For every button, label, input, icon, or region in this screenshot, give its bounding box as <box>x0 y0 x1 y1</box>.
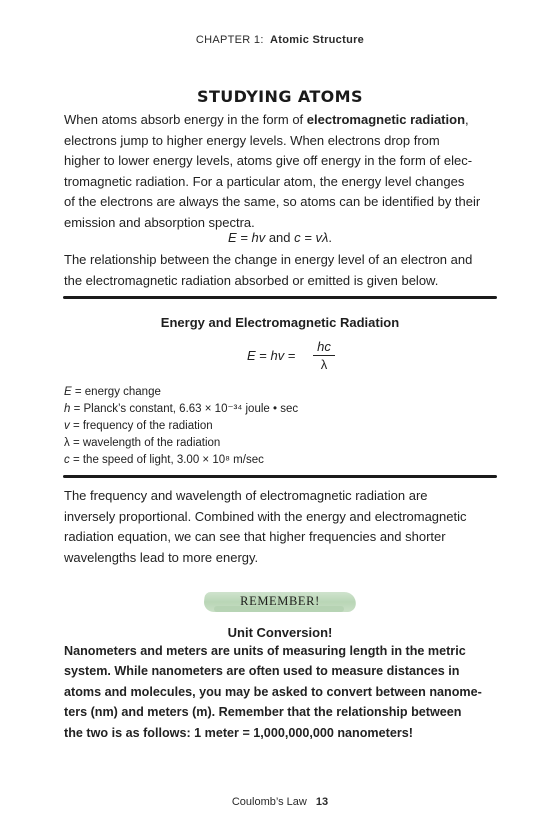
remember-banner <box>204 590 356 614</box>
fraction-bar <box>313 355 335 356</box>
relationship-line-1: The relationship between the change in energy level of an electron and <box>64 252 473 267</box>
remember-label: REMEMBER! <box>240 594 320 608</box>
para2-line-2: inversely proportional. Combined with the energy and electromagnetic <box>64 508 467 524</box>
equation-light: c = vλ <box>294 230 329 245</box>
definition-row: c = the speed of light, 3.00 × 10⁸ m/sec <box>64 454 264 466</box>
formula-hv: hv <box>270 348 285 363</box>
para2-line-3: radiation equation, we can see that higher frequencies and shorter <box>64 529 446 545</box>
intro-line-6: emission and absorption spectra. <box>64 214 255 230</box>
remember-line-1: Nanometers and meters are units of measuring length in the metric <box>64 644 466 658</box>
intro-line-1: When atoms absorb energy in the form of electromagnetic radiation, <box>64 112 469 127</box>
formula-fraction <box>313 340 335 372</box>
book-page: CHAPTER 1: Atomic Structure STUDYING ATOMS When atoms absorb energy in the form of electromagnetic radiation, electrons jump to higher energy levels. When electrons drop from higher to lower energy levels, atoms give off energy in the form of elec- tromagnetic radiation. For a particular atom, the energy level changes of the electrons are always the same, so atoms can be identified by their emission and absorption spectra. E = hv and c = vλ. The relationship between the change in energy level of an electron and the electromagnetic radiation absorbed or emitted is given below. Energy and Electromagnetic Radiation E = hv = hc λ E = energy change h = Planck’s constant, 6.63 × 10⁻³⁴ joule • sec v = frequency of the radiation λ = wavelength of the radiation c = the speed of light, 3.00 × 10⁸ m/sec The frequency and wavelength of electromagnetic radiation are inversely proportional. Combined with the energy and electromagnetic radiation equation, we can see that higher frequencies and shorter wavelengths lead to more energy. REMEMBER! Unit Conversion! Nanometers and meters are units of measuring length in the metric system. While nanometers are often used to measure distances in atoms and molecules, you may be asked to convert between nanome- ters (nm) and meters (m). Remember that the relationship between the two is as follows: 1 meter = 1,000,000,000 nanometers! Coulomb’s Law 13 <box>0 0 560 840</box>
para2-line-1: The frequency and wavelength of electromagnetic radiation are <box>64 488 428 503</box>
inline-equation: E = hv and c = vλ. <box>228 230 332 245</box>
remember-body <box>64 641 500 743</box>
chapter-label: CHAPTER 1: <box>195 34 264 46</box>
definition-row: v = frequency of the radiation <box>64 420 213 432</box>
para2-line-4: wavelengths lead to more energy. <box>64 549 259 565</box>
box-top-rule <box>63 296 497 299</box>
variable-definitions <box>64 384 484 469</box>
intro-paragraph <box>64 110 497 234</box>
remember-line-4: ters (nm) and meters (m). Remember that the relationship between <box>64 705 462 720</box>
definition-row: λ = wavelength of the radiation <box>64 437 221 449</box>
intro-line-4: tromagnetic radiation. For a particular atom, the energy level changes <box>64 173 465 189</box>
relationship-paragraph <box>64 250 497 291</box>
running-footer <box>0 796 560 808</box>
remember-line-2: system. While nanometers are often used to measure distances in <box>64 664 460 679</box>
intro-line-2: electrons jump to higher energy levels. When electrons drop from <box>64 132 440 148</box>
intro-line-5: of the electrons are always the same, so atoms can be identified by their <box>64 194 481 210</box>
equation-energy: E = hv <box>228 230 266 245</box>
section-title: STUDYING ATOMS <box>197 87 363 106</box>
running-header <box>0 34 560 46</box>
remember-line-5: the two is as follows: 1 meter = 1,000,000,000 nanometers! <box>64 725 413 740</box>
page-number: 13 <box>315 796 329 808</box>
intro-line-3: higher to lower energy levels, atoms give off energy in the form of elec- <box>64 153 473 169</box>
definition-row: h = Planck’s constant, 6.63 × 10⁻³⁴ joule • sec <box>64 403 299 415</box>
relationship-line-2: the electromagnetic radiation absorbed or emitted is given below. <box>64 272 439 288</box>
box-bottom-rule <box>63 475 497 478</box>
definition-row: E = energy change <box>64 386 161 398</box>
frequency-paragraph <box>64 486 497 568</box>
emphasis-term: electromagnetic radiation <box>306 112 466 127</box>
fraction-denominator: λ <box>320 357 328 372</box>
fraction-numerator: hc <box>317 339 331 354</box>
box-title: Energy and Electromagnetic Radiation <box>160 315 400 330</box>
remember-title: Unit Conversion! <box>227 625 333 640</box>
footer-running-title: Coulomb’s Law <box>231 796 307 808</box>
remember-line-3: atoms and molecules, you may be asked to convert between nanome- <box>64 684 482 699</box>
chapter-title: Atomic Structure <box>270 34 365 46</box>
formula-lhs: E <box>247 348 256 363</box>
